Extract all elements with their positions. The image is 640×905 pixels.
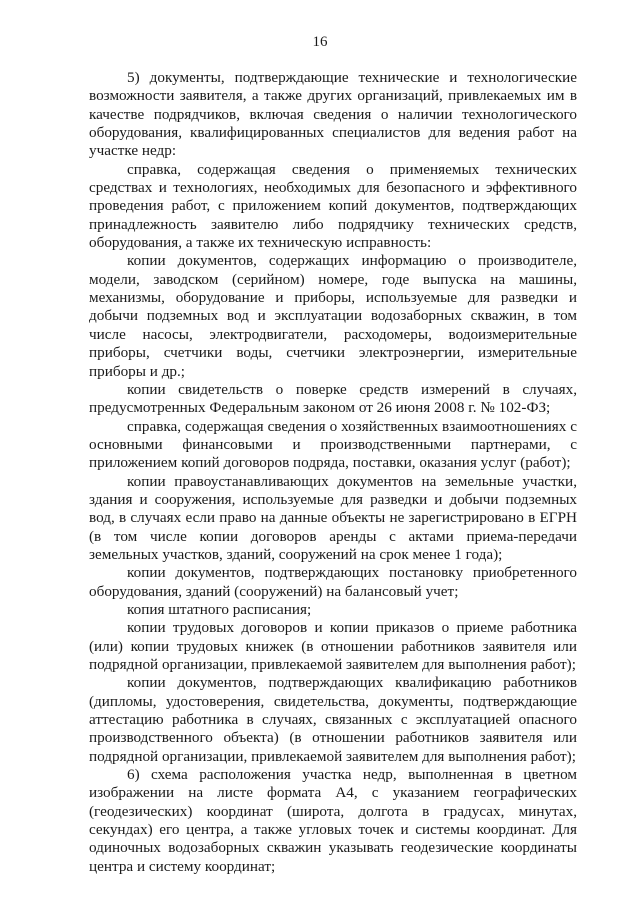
paragraph-equipment-documents: копии документов, содержащих информацию о производителе, модели, заводском (серийном) номере, годе выпуска на машины, механизмы, оборудование и приборы, используемые для разведки и добычи подземных вод и эксплуатации водозаборных скважин, в том числе насосы, электродвигатели, расходомеры, водоизмерительные приборы, счетчики воды, счетчики электроэнергии, измерительные приборы и др.; <box>89 252 577 380</box>
paragraph-business-relations-certificate: справка, содержащая сведения о хозяйственных взаимоотношениях с основными финансовыми и производственными партнерами, с приложением копий договоров подряда, поставки, оказания услуг (работ); <box>89 417 577 472</box>
paragraph-title-documents: копии правоустанавливающих документов на земельные участки, здания и сооружения, используемые для разведки и добычи подземных вод, в случаях если право на данные объекты не зарегистрировано в ЕГРН (в том числе копии договоров аренды с актами приема-передачи земельных участков, зданий, сооружений на срок менее 1 года); <box>89 472 577 563</box>
paragraph-item-5: 5) документы, подтверждающие технические и технологические возможности заявителя, а также других организаций, привлекаемых им в качестве подрядчиков, включая сведения о наличии технологического оборудования, квалифицированных специалистов для ведения работ на участке недр: <box>89 69 577 160</box>
paragraph-qualification-documents: копии документов, подтверждающих квалификацию работников (дипломы, удостоверения, свидетельства, документы, подтверждающие аттестацию работника в случаях, связанных с эксплуатацией опасного производственного объекта) (в отношении работников заявителя или подрядной организации, привлекаемой заявителем для выполнения работ); <box>89 674 577 765</box>
paragraph-balance-accounting: копии документов, подтверждающих постановку приобретенного оборудования, зданий (сооружений) на балансовый учет; <box>89 564 577 600</box>
paragraph-technical-means-certificate: справка, содержащая сведения о применяемых технических средствах и технологиях, необходимых для безопасного и эффективного проведения работ, с приложением копий документов, подтверждающих принадлежность заявителю либо подрядчику технических средств, оборудования, а также их техническую исправность: <box>89 160 577 252</box>
paragraph-item-6: 6) схема расположения участка недр, выполненная в цветном изображении на листе формата А4, с указанием географических (геодезических) координат (широта, долгота в градусах, минутах, секундах) его центра, а также угловых точек и системы координат. Для одиночных водозаборных скважин указывать геодезические координаты центра и систему координат; <box>89 766 577 875</box>
paragraph-employment-contracts: копии трудовых договоров и копии приказов о приеме работника (или) копии трудовых книжек (в отношении работников заявителя или подрядной организации, привлекаемой заявителем для выполнения работ); <box>89 619 577 673</box>
paragraph-verification-certificates: копии свидетельств о поверке средств измерений в случаях, предусмотренных Федеральным законом от 26 июня 2008 г. № 102-ФЗ; <box>89 380 577 417</box>
page-number: 16 <box>312 34 328 50</box>
paragraph-staff-schedule: копия штатного расписания; <box>127 600 312 618</box>
document-body <box>89 69 577 876</box>
